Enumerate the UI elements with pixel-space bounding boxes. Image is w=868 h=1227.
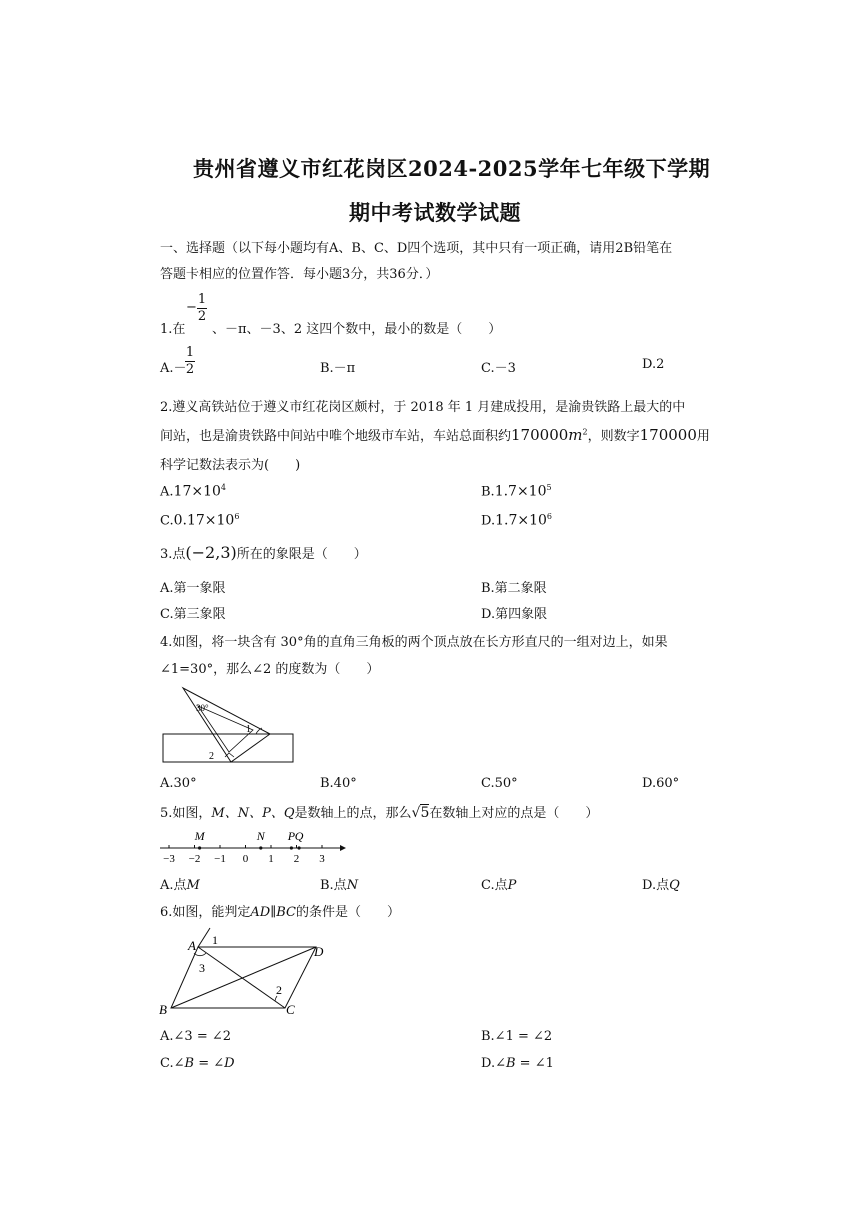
q4-option-a: A.30°	[160, 776, 197, 791]
point-a-label: A	[188, 938, 196, 953]
q2-option-a: $A.17\times 10^4$	[160, 483, 226, 500]
q6-option-b: B.∠1 = ∠2	[481, 1029, 553, 1044]
q4-option-c: C.50°	[481, 776, 518, 791]
q1-stem-prefix: 1.在	[160, 322, 186, 337]
q5-number-line	[158, 826, 348, 866]
axis-tick-label: −2	[188, 853, 201, 865]
q1-option-d: D.2	[642, 357, 665, 372]
q4-line1: 4.如图，将一块含有 30°角的直角三角板的两个顶点放在长方形直尺的一组对边上，如果	[160, 635, 668, 650]
point-b-label: B	[159, 1002, 167, 1017]
q1-frac-num: 1	[197, 292, 207, 307]
axis-point-label: N	[256, 829, 265, 843]
q6-option-c: C.∠B = ∠D	[160, 1056, 235, 1071]
axis-point-marker	[198, 846, 201, 849]
q1-option-a-fraction: 1 2	[185, 345, 195, 377]
q4-option-d: D.60°	[642, 776, 680, 791]
axis-tick-label: −3	[163, 853, 175, 865]
q4-line2: ∠1=30°，那么∠2 的度数为（ ）	[160, 662, 380, 677]
angle-2-label: 2	[276, 983, 282, 997]
axis-arrow	[340, 845, 346, 851]
q3-stem: 3.点(−2,3)所在的象限是（ ）	[160, 543, 367, 562]
q5-option-c: C.点P	[481, 878, 517, 893]
axis-point-label: P	[287, 829, 296, 843]
q6-option-a: A.∠3 = ∠2	[160, 1029, 232, 1044]
q1-fraction	[186, 292, 207, 325]
angle3-arc	[194, 953, 206, 956]
q1-frac-den: 2	[197, 309, 207, 324]
q2-line3: 科学记数法表示为( )	[160, 458, 301, 473]
section-heading-line2: 答题卡相应的位置作答．每小题3分，共36分．）	[160, 267, 439, 282]
q3-option-d: D.第四象限	[481, 607, 548, 622]
q1-frac-sign: −	[186, 300, 197, 315]
q5-option-b: B.点N	[320, 878, 359, 893]
q5-sqrt-radicand: 5	[420, 805, 430, 821]
angle-1-label: 1	[212, 933, 218, 947]
q5-option-a: A.点M	[160, 878, 200, 893]
angle-1-label: 1	[246, 724, 251, 735]
axis-point-label: M	[194, 829, 205, 843]
q2-option-b: $B.1.7\times 10^5$	[481, 483, 552, 500]
q4-option-b: B.40°	[320, 776, 357, 791]
diagonal-ac	[198, 947, 285, 1008]
q3-option-c: C.第三象限	[160, 607, 226, 622]
diagonal-bd	[171, 947, 316, 1008]
axis-point-label: Q	[294, 829, 304, 843]
q2-line1: 2.遵义高铁站位于遵义市红花岗区颇村，于 2018 年 1 月建成投用，是渝贵铁路上最大的中	[160, 400, 686, 415]
set-square-outer	[183, 688, 270, 762]
q2-option-c: $C.0.17\times 10^6$	[160, 512, 240, 529]
axis-point-marker	[259, 846, 262, 849]
angle1-arc	[256, 728, 262, 734]
q2-line2: 间站，也是渝贵铁路中间站中唯个地级市车站，车站总面积约$170000m^2$，则数字170000用	[160, 426, 710, 444]
page-title-line2: 期中考试数学试题	[349, 200, 521, 225]
axis-point-marker	[290, 846, 293, 849]
q5-stem: 5.如图，M、N、P、Q是数轴上的点，那么√5在数轴上对应的点是（ ）	[160, 805, 599, 821]
axis-tick-label: 1	[268, 853, 274, 865]
q3-option-b: B.第二象限	[481, 581, 547, 596]
q3-option-a: A.第一象限	[160, 581, 226, 596]
angle-30-label: 30°	[196, 703, 209, 713]
q6-stem: 6.如图，能判定AD∥BC的条件是（ ）	[160, 905, 400, 920]
axis-point-marker	[297, 846, 300, 849]
angle-2-label: 2	[209, 751, 214, 762]
q1-stem-suffix: 、－π、－3、2 这四个数中，最小的数是（ ）	[212, 322, 502, 337]
q5-option-d: D.点Q	[642, 878, 680, 893]
extension-line	[198, 928, 210, 947]
q1-option-c: C.－3	[481, 361, 516, 376]
axis-tick-label: 2	[293, 853, 300, 865]
q1-option-b: B.－π	[320, 361, 356, 376]
section-heading-line1: 一、选择题（以下每小题均有A、B、C、D四个选项，其中只有一项正确，请用2B铅笔在	[160, 241, 673, 256]
point-c-label: C	[286, 1002, 295, 1017]
q6-parallelogram-figure	[158, 926, 338, 1020]
q1-option-a: A.－	[160, 361, 187, 376]
axis-tick-label: 0	[242, 853, 249, 865]
axis-tick-label: −1	[214, 853, 226, 865]
point-d-label: D	[314, 944, 324, 959]
axis-tick-label: 3	[319, 853, 325, 865]
angle-3-label: 3	[199, 961, 205, 975]
q2-option-d: $D.1.7\times 10^6$	[481, 512, 552, 529]
q4-triangle-ruler-figure	[158, 684, 298, 768]
page-title-line1: 贵州省遵义市红花岗区2024-2025学年七年级下学期	[193, 156, 711, 181]
q6-option-d: D.∠B = ∠1	[481, 1056, 554, 1071]
